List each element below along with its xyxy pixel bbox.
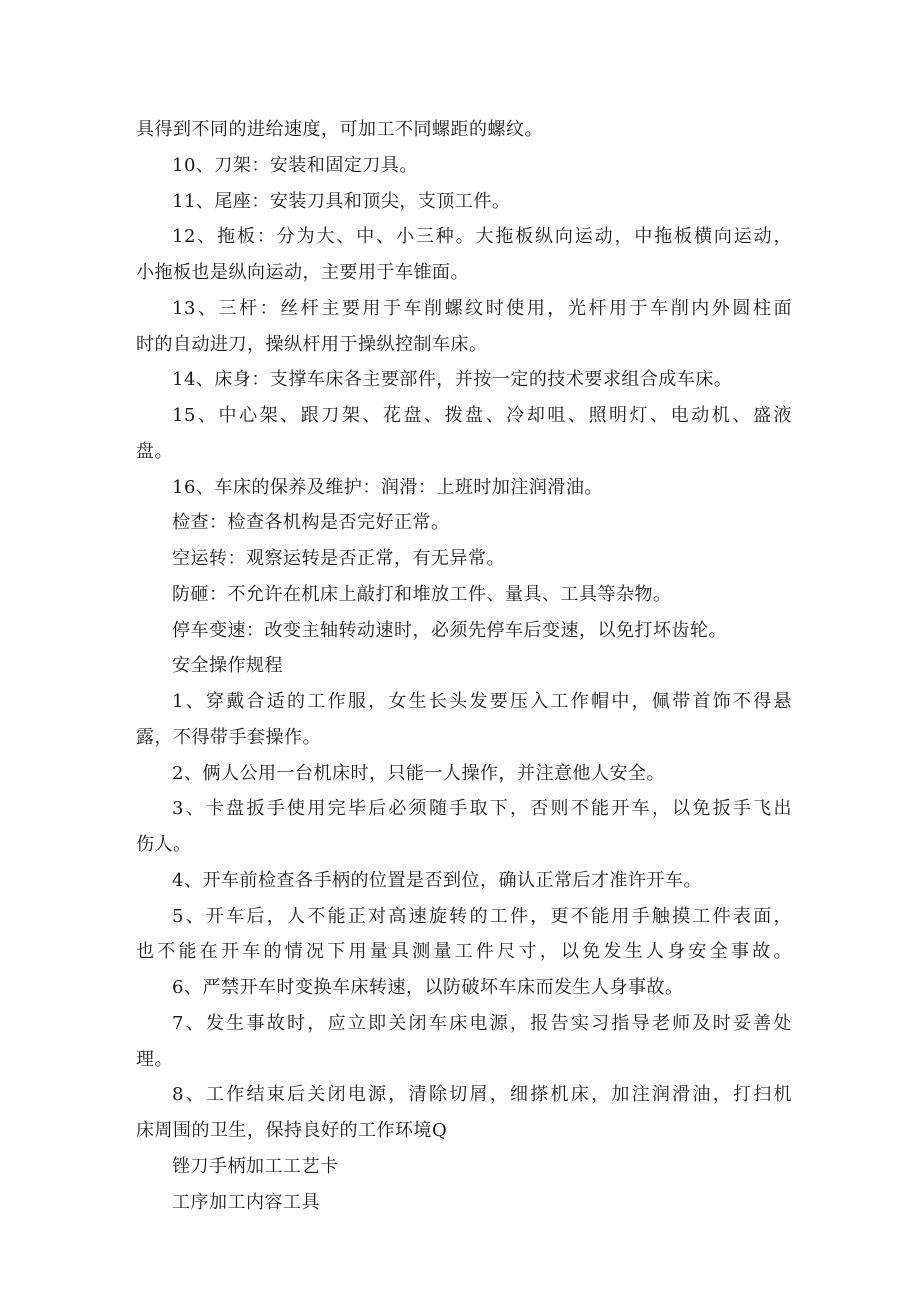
- text-line: 15、中心架、跟刀架、花盘、拨盘、冷却咀、照明灯、电动机、盛液: [172, 405, 792, 426]
- text-line: 盘。: [136, 440, 173, 462]
- text-line: 时的自动进刀，操纵杆用于操纵控制车床。: [136, 333, 488, 355]
- text-line: 具得到不同的进给速度，可加工不同螺距的螺纹。: [136, 119, 543, 140]
- text-line: 停车变速：改变主轴转动速时，必须先停车后变速，以免打坏齿轮。: [172, 619, 727, 641]
- text-line: 安全操作规程: [172, 655, 283, 677]
- document-body: [136, 112, 792, 1220]
- text-line: 锉刀手柄加工工艺卡: [172, 1155, 339, 1177]
- text-line: 1、穿戴合适的工作服，女生长头发要压入工作帽中，佩带首饰不得悬: [172, 691, 792, 712]
- text-line: 16、车床的保养及维护：润滑：上班时加注润滑油。: [172, 476, 603, 498]
- text-line: 12、拖板：分为大、中、小三种。大拖板纵向运动，中拖板横向运动，: [172, 226, 792, 248]
- text-line: 10、刀架：安装和固定刀具。: [172, 154, 418, 176]
- text-line: 14、床身：支撑车床各主要部件，并按一定的技术要求组合成车床。: [172, 369, 733, 391]
- text-line: 11、尾座：安装刀具和顶尖，支顶工件。: [172, 190, 511, 212]
- text-line: 4、开车前检查各手柄的位置是否到位，确认正常后才准许开车。: [172, 869, 702, 891]
- text-line: 工序加工内容工具: [172, 1191, 320, 1213]
- text-line: 6、严禁开车时变换车床转速，以防破坏车床而发生人身事故。: [172, 977, 684, 998]
- text-line: 检查：检查各机构是否完好正常。: [172, 512, 450, 534]
- text-line: 也不能在开车的情况下用量具测量工件尺寸，以免发生人身安全事故。: [136, 941, 792, 963]
- text-line: 小拖板也是纵向运动，主要用于车锥面。: [136, 262, 469, 283]
- text-line: 5、开车后，人不能正对高速旋转的工件，更不能用手触摸工件表面，: [172, 905, 792, 927]
- text-line: 伤人。: [136, 834, 192, 855]
- text-line: 3、卡盘扳手使用完毕后必须随手取下，否则不能开车，以免扳手飞出: [172, 798, 792, 820]
- text-line: 理。: [136, 1048, 173, 1070]
- text-line: 空运转：观察运转是否正常，有无异常。: [172, 548, 505, 569]
- text-line: 2、俩人公用一台机床时，只能一人操作，并注意他人安全。: [172, 762, 665, 784]
- text-line: 13、三杆：丝杆主要用于车削螺纹时使用，光杆用于车削内外圆柱面: [172, 297, 792, 319]
- text-line: 防砸：不允许在机床上敲打和堆放工件、量具、工具等杂物。: [172, 583, 672, 605]
- text-line: 露，不得带手套操作。: [136, 726, 321, 748]
- text-line: 8、工作结束后关闭电源，清除切屑，细搽机床，加注润滑油，打扫机: [172, 1084, 792, 1106]
- text-line: 7、发生事故时，应立即关闭车床电源，报告实习指导老师及时妥善处: [172, 1012, 792, 1034]
- text-line: 床周围的卫生，保持良好的工作环境Q: [136, 1120, 448, 1141]
